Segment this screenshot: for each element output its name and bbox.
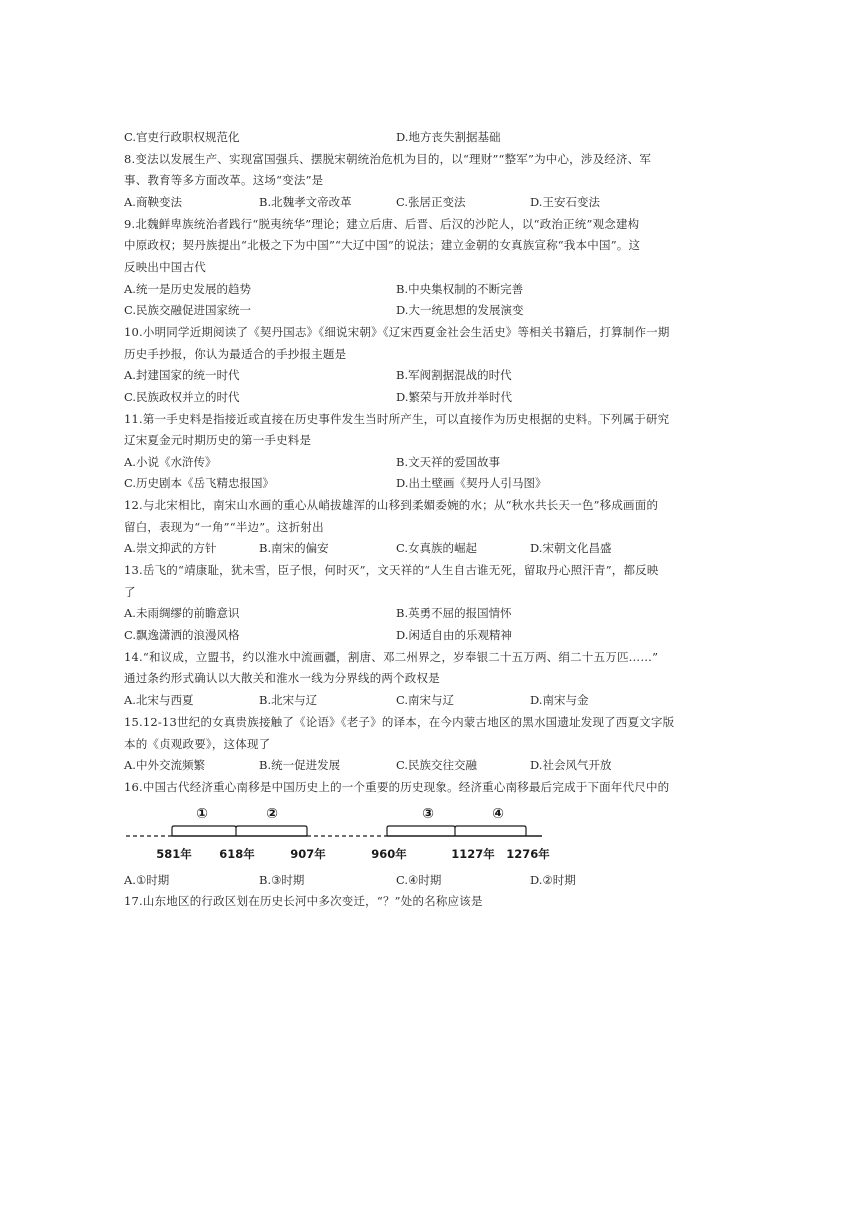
q10-stem-line-2: 历史手抄报，你认为最适合的手抄报主题是	[124, 347, 347, 361]
q8-option-d: D.王安石变法	[530, 195, 600, 209]
q16-option-a: A.①时期	[124, 873, 170, 887]
brace-2	[236, 826, 307, 836]
q10-stem-line-1: 10.小明同学近期阅读了《契丹国志》《细说宋朝》《辽宋西夏金社会生活史》等相关书籍后，打算制作一期	[124, 325, 670, 339]
q9-option-b: B.中央集权制的不断完善	[396, 282, 524, 296]
q13-option-b: B.英勇不屈的报国情怀	[396, 606, 512, 620]
q12-option-a: A.崇文抑武的方针	[124, 541, 217, 555]
q8-option-b: B.北魏孝文帝改革	[259, 195, 352, 209]
q12-stem-line-1: 12.与北宋相比，南宋山水画的重心从峭拔雄浑的山移到柔媚委婉的水；从“秋水共长天一色”移成画面的	[124, 498, 659, 512]
q10-option-d: D.繁荣与开放并举时代	[396, 390, 512, 404]
q11-stem-line-1: 11.第一手史料是指接近或直接在历史事件发生当时所产生，可以直接作为历史根据的史料。下列属于研究	[124, 412, 670, 426]
brace-3	[387, 826, 455, 836]
timeline-year-581: 581年	[156, 847, 192, 861]
q14-option-d: D.南宋与金	[530, 693, 589, 707]
q9-option-d: D.大一统思想的发展演变	[396, 303, 524, 317]
q10-option-b: B.军阀割据混战的时代	[396, 368, 512, 382]
timeline-year-1276: 1276年	[506, 847, 550, 861]
q11-stem-line-2: 辽宋夏金元时期历史的第一手史料是	[124, 433, 312, 447]
q17-stem-line-1: 17.山东地区的行政区划在历史长河中多次变迁，“？”处的名称应该是	[124, 894, 483, 908]
q16-option-b: B.③时期	[259, 873, 305, 887]
q13-option-c: C.飘逸潇洒的浪漫风格	[124, 628, 240, 642]
q11-option-c: C.历史剧本《岳飞精忠报国》	[124, 476, 275, 490]
timeline-marker-4: ④	[492, 806, 504, 822]
brace-1-end	[234, 826, 236, 828]
timeline-marker-3: ③	[422, 806, 434, 822]
timeline-year-1127: 1127年	[451, 847, 495, 861]
q10-option-c: C.民族政权并立的时代	[124, 390, 240, 404]
timeline-marker-2: ②	[266, 806, 278, 822]
q16-stem-line-1: 16.中国古代经济重心南移是中国历史上的一个重要的历史现象。经济重心南移最后完成于下面年代尺中的	[124, 780, 670, 794]
q8-option-a: A.商鞅变法	[124, 195, 182, 209]
q11-option-a: A.小说《水浒传》	[124, 455, 217, 469]
timeline-ruler	[122, 800, 562, 870]
q15-stem-line-2: 本的《贞观政要》，这体现了	[124, 737, 271, 751]
q12-option-b: B.南宋的偏安	[259, 541, 329, 555]
q7-option-d: D.地方丧失割据基础	[396, 130, 501, 144]
q16-option-d: D.②时期	[530, 873, 576, 887]
q13-option-a: A.未雨绸缪的前瞻意识	[124, 606, 240, 620]
q9-stem-line-1: 9.北魏鲜卑族统治者践行“脱夷统华”理论；建立后唐、后晋、后汉的沙陀人，以“政治正统”观念建构	[124, 217, 640, 231]
q12-option-d: D.宋朝文化昌盛	[530, 541, 612, 555]
q7-option-c: C.官吏行政职权规范化	[124, 130, 240, 144]
q15-stem-line-1: 15.12-13世纪的女真贵族接触了《论语》《老子》的译本，在今内蒙古地区的黑水国遗址发现了西夏文字版	[124, 715, 675, 729]
q10-option-a: A.封建国家的统一时代	[124, 368, 240, 382]
q13-stem-line-2: 了	[124, 585, 136, 599]
q8-stem-line-2: 事、教育等多方面改革。这场“变法”是	[124, 173, 324, 187]
q14-option-a: A.北宋与西夏	[124, 693, 194, 707]
q8-stem-line-1: 8.变法以发展生产、实现富国强兵、摆脱宋朝统治危机为目的，以“理财”“整军”为中心，涉及经济、军	[124, 152, 652, 166]
q15-option-d: D.社会风气开放	[530, 758, 612, 772]
q14-option-b: B.北宋与辽	[259, 693, 318, 707]
q11-option-d: D.出土壁画《契丹人引马图》	[396, 476, 547, 490]
timeline-year-907: 907年	[290, 847, 326, 861]
q8-option-c: C.张居正变法	[396, 195, 466, 209]
brace-1	[172, 826, 234, 836]
timeline-year-618: 618年	[219, 847, 255, 861]
timeline-year-960: 960年	[371, 847, 407, 861]
q14-stem-line-2: 通过条约形式确认以大散关和淮水一线为分界线的两个政权是	[124, 671, 440, 685]
q9-stem-line-3: 反映出中国古代	[124, 260, 206, 274]
q13-option-d: D.闲适自由的乐观精神	[396, 628, 512, 642]
brace-4	[455, 826, 526, 836]
q12-stem-line-2: 留白，表现为“一角”“半边”。这折射出	[124, 520, 324, 534]
q9-stem-line-2: 中原政权；契丹族提出“北极之下为中国”“大辽中国”的说法；建立金朝的女真族宣称“我本中国”。这	[124, 238, 641, 252]
q13-stem-line-1: 13.岳飞的“靖康耻，犹未雪，臣子恨，何时灭”，文天祥的“人生自古谁无死，留取丹心照汗青”，都反映	[124, 563, 659, 577]
q12-option-c: C.女真族的崛起	[396, 541, 478, 555]
q9-option-a: A.统一是历史发展的趋势	[124, 282, 251, 296]
q9-option-c: C.民族交融促进国家统一	[124, 303, 252, 317]
q16-option-c: C.④时期	[396, 873, 442, 887]
q15-option-b: B.统一促进发展	[259, 758, 341, 772]
q11-option-b: B.文天祥的爱国故事	[396, 455, 501, 469]
timeline-marker-1: ①	[196, 806, 208, 822]
q15-option-c: C.民族交往交融	[396, 758, 478, 772]
q14-stem-line-1: 14.“和议成，立盟书，约以淮水中流画疆，割唐、邓二州界之，岁奉银二十五万两、绢二十五万匹……”	[124, 650, 659, 664]
q14-option-c: C.南宋与辽	[396, 693, 455, 707]
q15-option-a: A.中外交流频繁	[124, 758, 205, 772]
